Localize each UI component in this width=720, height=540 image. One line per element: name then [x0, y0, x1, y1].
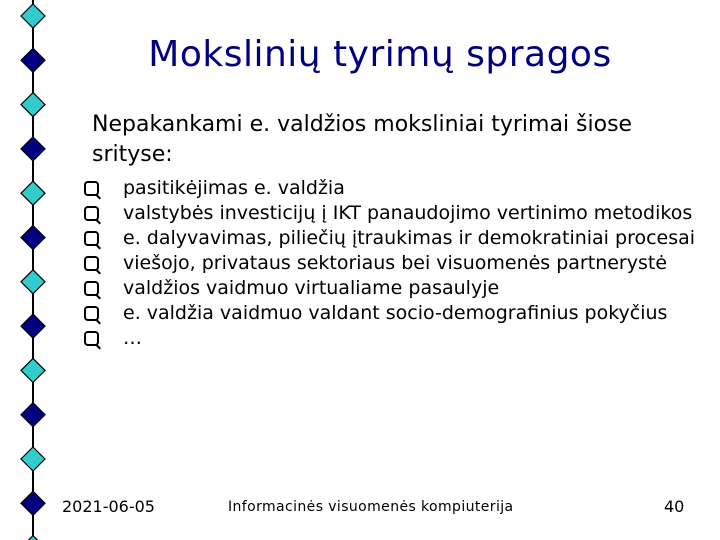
page-number: 40 — [664, 497, 685, 516]
bullet-item — [84, 226, 704, 251]
footer-title: Informacinės visuomenės kompiuterija — [228, 499, 514, 515]
diamond-dark-icon — [21, 137, 45, 161]
diamond-dark-icon — [21, 48, 45, 72]
diamond-dark-icon — [21, 314, 45, 338]
footer-date: 2021-06-05 — [62, 497, 155, 516]
diamond-light-icon — [21, 447, 45, 471]
checkbox-bullet-icon — [84, 256, 99, 271]
bullet-item — [84, 176, 704, 201]
bullet-text: pasitikėjimas e. valdžia — [123, 177, 345, 199]
bullet-item — [84, 326, 704, 351]
bullet-text: e. dalyvavimas, piliečių įtraukimas ir demokratiniai procesai — [123, 227, 696, 249]
diamond-light-icon — [21, 358, 45, 382]
checkbox-bullet-icon — [84, 231, 99, 246]
bullet-item — [84, 276, 704, 301]
slide-title: Mokslinių tyrimų spragos — [148, 34, 612, 75]
checkbox-bullet-icon — [84, 331, 99, 346]
bullet-text: viešojo, privataus sektoriaus bei visuomenės partnerystė — [123, 252, 668, 274]
diamond-light-icon — [21, 536, 45, 540]
bullet-item — [84, 251, 704, 276]
intro-text: Nepakankami e. valdžios moksliniai tyrimai šiose srityse: — [92, 112, 633, 167]
bullet-item — [84, 201, 704, 226]
diamond-dark-icon — [21, 491, 45, 515]
bullet-list — [84, 176, 704, 351]
bullet-text: valdžios vaidmuo virtualiame pasaulyje — [123, 277, 500, 299]
diamond-light-icon — [21, 4, 45, 28]
diamond-dark-icon — [21, 403, 45, 427]
diamond-dark-icon — [21, 226, 45, 250]
bullet-item — [84, 301, 704, 326]
bullet-text: e. valdžia vaidmuo valdant socio-demografinius pokyčius — [123, 302, 668, 324]
diamond-light-icon — [21, 270, 45, 294]
checkbox-bullet-icon — [84, 281, 99, 296]
decorative-diamond-border — [0, 0, 60, 540]
bullet-text: … — [123, 327, 142, 349]
diamond-light-icon — [21, 181, 45, 205]
diamond-light-icon — [21, 93, 45, 117]
checkbox-bullet-icon — [84, 306, 99, 321]
checkbox-bullet-icon — [84, 181, 99, 196]
checkbox-bullet-icon — [84, 206, 99, 221]
bullet-text: valstybės investicijų į IKT panaudojimo vertinimo metodikos — [123, 202, 693, 224]
